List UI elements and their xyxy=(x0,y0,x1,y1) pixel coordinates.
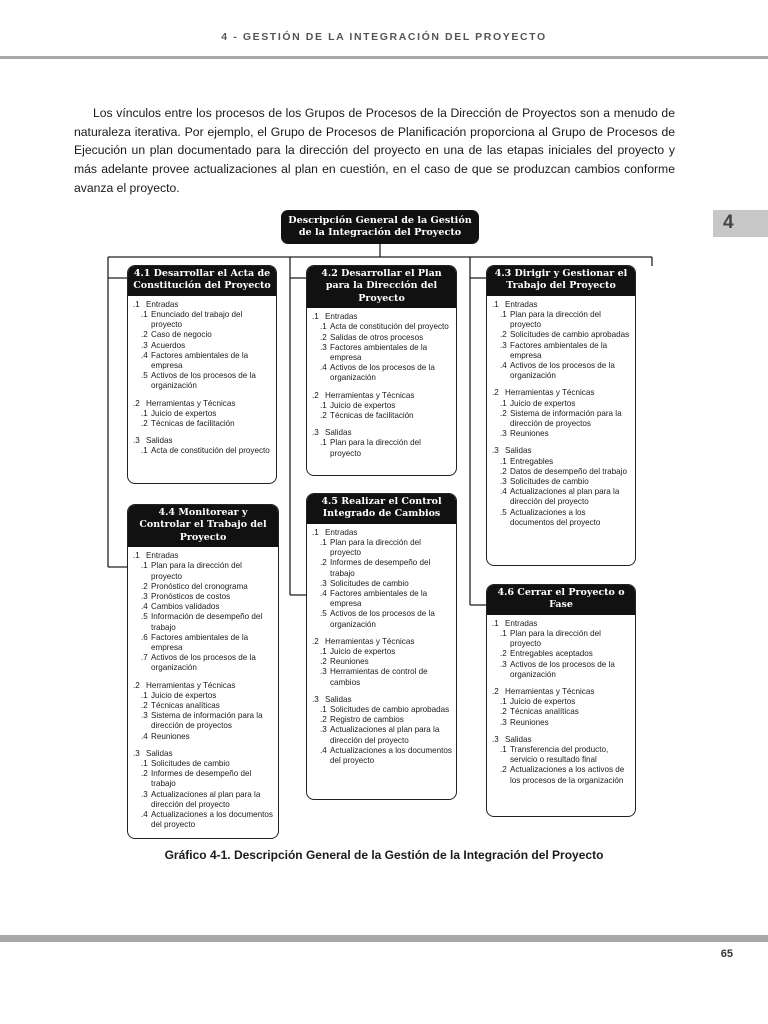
item-text: Actualizaciones al plan para la dirección del proyecto xyxy=(510,487,620,507)
item-text: Activos de los procesos de la organización xyxy=(151,371,256,391)
list-item xyxy=(312,411,452,421)
item-text: Actualizaciones a los documentos del proyecto xyxy=(510,507,601,527)
list-item xyxy=(492,467,631,477)
list-item xyxy=(133,769,274,789)
section-number: .1 xyxy=(492,299,499,309)
process-section xyxy=(312,428,452,459)
section-title: Herramientas y Técnicas xyxy=(505,388,595,398)
section-title: Herramientas y Técnicas xyxy=(325,636,415,646)
item-text: Solicitudes de cambio xyxy=(510,477,589,487)
list-item xyxy=(133,612,274,632)
diagram-top-title: Descripción General de la Gestión de la Integración del Proyecto xyxy=(281,210,479,244)
section-number: .3 xyxy=(492,446,499,456)
list-item xyxy=(133,341,272,351)
item-text: Registro de cambios xyxy=(330,715,404,725)
section-title: Salidas xyxy=(505,446,532,456)
item-text: Juicio de expertos xyxy=(151,690,217,700)
list-item xyxy=(312,322,452,332)
list-item xyxy=(492,409,631,429)
section-title: Entradas xyxy=(325,527,358,537)
item-text: Factores ambientales de la empresa xyxy=(151,350,249,371)
list-item xyxy=(492,660,631,680)
item-number: .1 xyxy=(500,629,507,639)
list-item xyxy=(492,697,631,707)
item-text: Solicitudes de cambio xyxy=(330,578,409,588)
item-text: Reuniones xyxy=(330,657,369,667)
section-heading xyxy=(133,399,272,409)
item-text: Acta de constitución del proyecto xyxy=(330,322,449,332)
item-number: .4 xyxy=(500,487,507,497)
item-number: .1 xyxy=(141,446,148,456)
item-number: .2 xyxy=(320,657,327,667)
item-text: Técnicas analíticas xyxy=(151,701,220,711)
section-number: .2 xyxy=(133,680,140,690)
list-item xyxy=(492,341,631,361)
item-text: Pronóstico del cronograma xyxy=(151,581,248,591)
section-title: Salidas xyxy=(325,694,352,704)
section-number: .2 xyxy=(312,636,319,646)
item-number: .5 xyxy=(500,507,507,517)
item-number: .3 xyxy=(141,340,148,350)
item-text: Activos de los procesos de la organización xyxy=(510,361,615,381)
item-number: .1 xyxy=(500,697,507,707)
item-number: .2 xyxy=(500,408,507,418)
list-item xyxy=(133,419,272,429)
process-section xyxy=(312,637,452,688)
item-text: Reuniones xyxy=(151,731,190,741)
item-text: Juicio de expertos xyxy=(510,398,576,408)
section-heading xyxy=(312,312,452,322)
item-text: Juicio de expertos xyxy=(330,647,396,657)
item-number: .2 xyxy=(141,701,148,711)
item-text: Reuniones xyxy=(510,717,549,727)
section-number: .2 xyxy=(312,390,319,400)
process-section xyxy=(133,300,272,392)
list-item xyxy=(133,351,272,371)
list-item xyxy=(133,330,272,340)
item-text: Juicio de expertos xyxy=(151,408,217,418)
item-text: Juicio de expertos xyxy=(330,400,396,410)
list-item xyxy=(133,592,274,602)
list-item xyxy=(312,725,452,745)
process-section xyxy=(133,749,274,831)
section-number: .2 xyxy=(492,388,499,398)
list-item xyxy=(133,602,274,612)
item-text: Actualizaciones a los documentos del proyecto xyxy=(330,745,452,766)
item-number: .4 xyxy=(141,350,148,360)
section-number: .3 xyxy=(133,748,140,758)
item-text: Información de desempeño del trabajo xyxy=(151,612,263,632)
list-item xyxy=(133,691,274,701)
chapter-number: 4 xyxy=(723,212,734,233)
item-number: .1 xyxy=(320,647,327,657)
item-text: Técnicas de facilitación xyxy=(151,419,235,429)
figure-caption: Gráfico 4-1. Descripción General de la Gestión de la Integración del Proyecto xyxy=(164,848,604,862)
item-text: Activos de los procesos de la organización xyxy=(510,659,615,679)
process-box-4-1 xyxy=(127,265,277,484)
item-text: Acta de constitución del proyecto xyxy=(151,446,270,456)
process-box-4-4 xyxy=(127,504,279,839)
section-number: .1 xyxy=(133,299,140,309)
section-number: .3 xyxy=(312,694,319,704)
process-box-body xyxy=(487,296,635,532)
footer-rule xyxy=(0,935,768,942)
item-number: .1 xyxy=(141,759,148,769)
item-number: .4 xyxy=(320,363,327,373)
section-title: Salidas xyxy=(146,436,173,446)
section-title: Entradas xyxy=(505,618,538,628)
list-item xyxy=(492,487,631,507)
page-number: 65 xyxy=(720,948,733,960)
item-number: .2 xyxy=(500,765,507,775)
process-box-body xyxy=(307,308,456,463)
list-item xyxy=(133,582,274,592)
process-box-title: 4.4 Monitorear y Controlar el Trabajo del Proyecto xyxy=(128,505,278,547)
item-text: Actualizaciones a los documentos del proyecto xyxy=(151,810,273,830)
item-text: Herramientas de control de cambios xyxy=(330,667,428,687)
item-number: .1 xyxy=(141,310,148,320)
item-number: .1 xyxy=(320,705,327,715)
list-item xyxy=(133,810,274,830)
list-item xyxy=(492,361,631,381)
item-number: .2 xyxy=(141,581,148,591)
item-number: .3 xyxy=(141,711,148,721)
list-item xyxy=(312,589,452,609)
list-item xyxy=(133,711,274,731)
list-item xyxy=(312,705,452,715)
section-number: .2 xyxy=(133,398,140,408)
item-number: .6 xyxy=(141,632,148,642)
list-item xyxy=(133,561,274,581)
item-number: .2 xyxy=(320,558,327,568)
process-section xyxy=(133,399,272,430)
item-number: .5 xyxy=(320,609,327,619)
process-box-title: 4.1 Desarrollar el Acta de Constitución del Proyecto xyxy=(128,266,276,296)
item-number: .2 xyxy=(320,332,327,342)
item-text: Pronósticos de costos xyxy=(151,592,231,602)
section-heading xyxy=(133,681,274,691)
section-number: .3 xyxy=(312,428,319,438)
item-number: .4 xyxy=(141,731,148,741)
item-number: .4 xyxy=(141,602,148,612)
item-number: .2 xyxy=(320,411,327,421)
section-number: .2 xyxy=(492,687,499,697)
item-text: Activos de los procesos de la organización xyxy=(330,609,435,629)
list-item xyxy=(492,477,631,487)
process-box-body xyxy=(128,547,278,834)
item-text: Caso de negocio xyxy=(151,330,212,340)
list-item xyxy=(312,667,452,687)
list-item xyxy=(133,653,274,673)
item-number: .4 xyxy=(141,810,148,820)
section-number: .3 xyxy=(492,734,499,744)
process-box-4-2 xyxy=(306,265,457,476)
process-box-title: 4.6 Cerrar el Proyecto o Fase xyxy=(487,585,635,615)
section-heading xyxy=(312,637,452,647)
item-text: Factores ambientales de la empresa xyxy=(151,632,249,653)
item-number: .7 xyxy=(141,653,148,663)
section-title: Herramientas y Técnicas xyxy=(505,687,595,697)
item-number: .3 xyxy=(141,592,148,602)
list-item xyxy=(312,438,452,458)
item-text: Plan para la dirección del proyecto xyxy=(510,629,601,649)
item-text: Enunciado del trabajo del proyecto xyxy=(151,310,243,330)
section-heading xyxy=(312,391,452,401)
item-number: .5 xyxy=(141,371,148,381)
process-section xyxy=(492,300,631,382)
list-item xyxy=(492,765,631,785)
section-title: Entradas xyxy=(146,299,179,309)
item-text: Plan para la dirección del proyecto xyxy=(151,561,242,581)
item-text: Actualizaciones al plan para la dirección del proyecto xyxy=(151,789,261,809)
process-section xyxy=(312,695,452,766)
section-number: .1 xyxy=(133,551,140,561)
item-text: Actualizaciones a los activos de los procesos de la organización xyxy=(510,765,625,785)
item-text: Reuniones xyxy=(510,429,549,439)
list-item xyxy=(492,718,631,728)
item-number: .3 xyxy=(500,429,507,439)
list-item xyxy=(312,333,452,343)
item-text: Plan para la dirección del proyecto xyxy=(330,438,421,458)
item-text: Factores ambientales de la empresa xyxy=(510,340,608,360)
section-title: Herramientas y Técnicas xyxy=(325,390,415,400)
item-number: .3 xyxy=(320,578,327,588)
item-number: .2 xyxy=(500,707,507,717)
item-text: Solicitudes de cambio aprobadas xyxy=(330,705,450,715)
process-box-body xyxy=(128,296,276,461)
list-item xyxy=(312,609,452,629)
list-item xyxy=(312,579,452,589)
item-number: .3 xyxy=(500,340,507,350)
process-section xyxy=(133,681,274,742)
section-title: Entradas xyxy=(146,551,179,561)
section-heading xyxy=(312,428,452,438)
section-heading xyxy=(492,619,631,629)
process-section xyxy=(312,528,452,630)
list-item xyxy=(133,409,272,419)
item-text: Informes de desempeño del trabajo xyxy=(151,769,252,789)
item-text: Solicitudes de cambio aprobadas xyxy=(510,330,630,340)
item-text: Plan para la dirección del proyecto xyxy=(330,538,421,558)
item-number: .1 xyxy=(141,690,148,700)
list-item xyxy=(312,401,452,411)
list-item xyxy=(492,707,631,717)
list-item xyxy=(492,429,631,439)
item-number: .3 xyxy=(141,789,148,799)
item-number: .2 xyxy=(141,769,148,779)
process-box-title: 4.3 Dirigir y Gestionar el Trabajo del Proyecto xyxy=(487,266,635,296)
section-number: .1 xyxy=(492,618,499,628)
item-number: .3 xyxy=(320,667,327,677)
item-number: .2 xyxy=(500,330,507,340)
section-heading xyxy=(492,388,631,398)
section-heading xyxy=(492,300,631,310)
process-section xyxy=(312,312,452,383)
item-number: .2 xyxy=(500,649,507,659)
item-text: Sistema de información para la dirección de proyectos xyxy=(510,408,622,429)
item-text: Activos de los procesos de la organización xyxy=(151,653,256,673)
list-item xyxy=(312,538,452,558)
list-item xyxy=(133,701,274,711)
section-title: Entradas xyxy=(325,312,358,322)
process-box-title: 4.2 Desarrollar el Plan para la Dirección del Proyecto xyxy=(307,266,456,308)
section-title: Salidas xyxy=(325,428,352,438)
list-item xyxy=(133,759,274,769)
item-number: .4 xyxy=(320,745,327,755)
process-section xyxy=(133,551,274,673)
item-number: .1 xyxy=(320,438,327,448)
section-heading xyxy=(312,695,452,705)
item-number: .1 xyxy=(500,398,507,408)
item-number: .2 xyxy=(141,330,148,340)
process-section xyxy=(492,735,631,786)
process-section xyxy=(492,388,631,439)
item-text: Activos de los procesos de la organización xyxy=(330,363,435,383)
item-number: .1 xyxy=(500,456,507,466)
item-number: .1 xyxy=(500,745,507,755)
process-box-4-6 xyxy=(486,584,636,817)
item-number: .2 xyxy=(141,419,148,429)
item-number: .1 xyxy=(141,408,148,418)
process-box-4-3 xyxy=(486,265,636,566)
list-item xyxy=(492,508,631,528)
item-text: Plan para la dirección del proyecto xyxy=(510,310,601,330)
item-number: .3 xyxy=(320,725,327,735)
process-section xyxy=(312,391,452,422)
section-heading xyxy=(133,436,272,446)
list-item xyxy=(133,633,274,653)
item-number: .2 xyxy=(320,715,327,725)
item-number: .1 xyxy=(320,400,327,410)
process-box-body xyxy=(307,524,456,770)
list-item xyxy=(492,330,631,340)
list-item xyxy=(133,732,274,742)
section-heading xyxy=(133,300,272,310)
list-item xyxy=(312,343,452,363)
item-text: Técnicas de facilitación xyxy=(330,411,414,421)
list-item xyxy=(133,310,272,330)
list-item xyxy=(133,371,272,391)
item-text: Salidas de otros procesos xyxy=(330,332,424,342)
process-section xyxy=(492,446,631,528)
section-heading xyxy=(492,687,631,697)
process-box-body xyxy=(487,615,635,790)
item-text: Datos de desempeño del trabajo xyxy=(510,466,627,476)
item-number: .4 xyxy=(500,361,507,371)
item-number: .1 xyxy=(500,310,507,320)
item-text: Factores ambientales de la empresa xyxy=(330,589,428,609)
section-number: .1 xyxy=(312,527,319,537)
item-number: .2 xyxy=(500,466,507,476)
item-text: Transferencia del producto, servicio o resultado final xyxy=(510,745,609,765)
item-number: .3 xyxy=(320,342,327,352)
item-number: .1 xyxy=(320,322,327,332)
item-number: .3 xyxy=(500,477,507,487)
item-text: Actualizaciones al plan para la dirección del proyecto xyxy=(330,725,440,745)
section-heading xyxy=(312,528,452,538)
item-text: Acuerdos xyxy=(151,340,186,350)
item-text: Solicitudes de cambio xyxy=(151,759,230,769)
list-item xyxy=(312,558,452,578)
section-number: .1 xyxy=(312,312,319,322)
section-heading xyxy=(133,551,274,561)
list-item xyxy=(492,745,631,765)
item-number: .3 xyxy=(500,659,507,669)
list-item xyxy=(492,649,631,659)
section-title: Salidas xyxy=(146,748,173,758)
list-item xyxy=(312,657,452,667)
section-heading xyxy=(492,735,631,745)
process-box-title: 4.5 Realizar el Control Integrado de Cambios xyxy=(307,494,456,524)
item-text: Sistema de información para la dirección de proyectos xyxy=(151,711,263,731)
running-head: 4 - GESTIÓN DE LA INTEGRACIÓN DEL PROYECTO xyxy=(221,31,547,43)
item-number: .4 xyxy=(320,589,327,599)
item-number: .3 xyxy=(500,717,507,727)
item-text: Entregables aceptados xyxy=(510,649,593,659)
item-number: .1 xyxy=(141,561,148,571)
process-box-4-5 xyxy=(306,493,457,800)
list-item xyxy=(492,629,631,649)
item-text: Factores ambientales de la empresa xyxy=(330,342,428,363)
list-item xyxy=(312,746,452,766)
item-text: Juicio de expertos xyxy=(510,697,576,707)
item-text: Técnicas analíticas xyxy=(510,707,579,717)
item-text: Entregables xyxy=(510,456,554,466)
item-number: .1 xyxy=(320,538,327,548)
process-section xyxy=(133,436,272,456)
intro-paragraph: Los vínculos entre los procesos de los Grupos de Procesos de la Dirección de Proyectos son a menudo de naturaleza iterativa. Por ejemplo, el Grupo de Procesos de Planificación proporciona al Grupo de Procesos de Ejecución un plan documentado para la dirección del proyecto en una de las etapas iniciales del proyecto y más adelante provee actualizaciones al plan en cuestión, en el caso de que se produzcan cambios conforme avanza el proyecto. xyxy=(74,106,675,195)
process-section xyxy=(492,687,631,728)
section-title: Entradas xyxy=(505,299,538,309)
list-item xyxy=(312,363,452,383)
section-title: Herramientas y Técnicas xyxy=(146,398,236,408)
list-item xyxy=(133,446,272,456)
section-heading xyxy=(133,749,274,759)
section-heading xyxy=(492,446,631,456)
list-item xyxy=(312,647,452,657)
list-item xyxy=(492,310,631,330)
list-item xyxy=(312,715,452,725)
list-item xyxy=(133,790,274,810)
section-title: Salidas xyxy=(505,734,532,744)
item-text: Informes de desempeño del trabajo xyxy=(330,558,431,578)
list-item xyxy=(492,399,631,409)
item-text: Cambios validados xyxy=(151,602,220,612)
process-section xyxy=(492,619,631,680)
item-number: .5 xyxy=(141,612,148,622)
list-item xyxy=(492,457,631,467)
section-number: .3 xyxy=(133,436,140,446)
section-title: Herramientas y Técnicas xyxy=(146,680,236,690)
